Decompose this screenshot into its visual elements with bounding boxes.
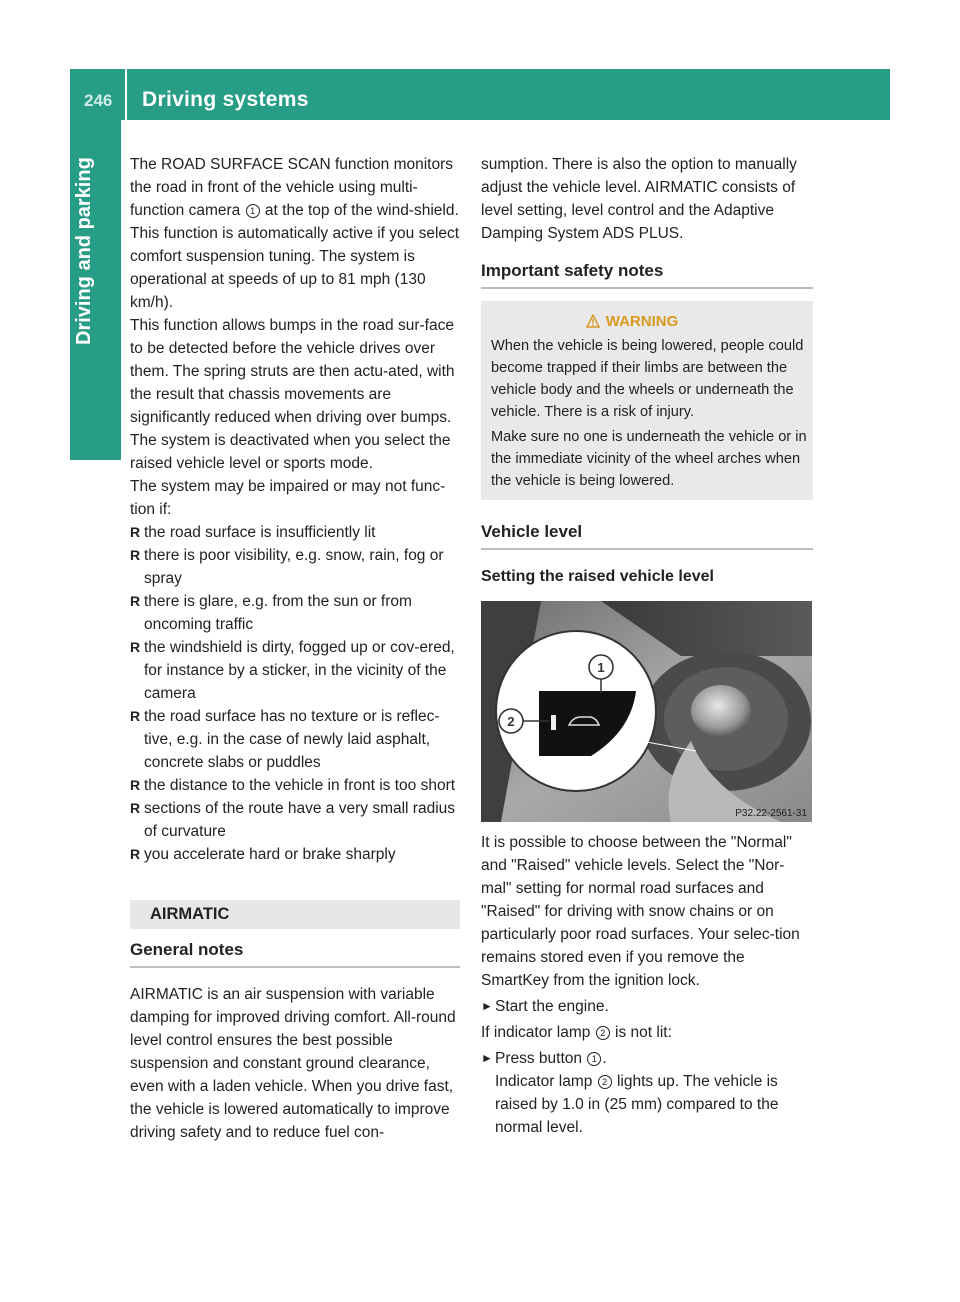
- header-divider: [125, 69, 127, 120]
- road-scan-text-end: at the top of the wind-shield. This function is automatically active if you select comfort suspension tuning. The system is operational at speeds of up to 81 mph (130 km/h).: [130, 202, 460, 311]
- callout-ref-2: 2: [596, 1026, 610, 1040]
- list-item-text: the road surface has no texture or is reflec-tive, e.g. in the case of newly laid asphalt, concrete slabs or puddles: [144, 708, 440, 771]
- general-notes-heading: General notes: [130, 938, 460, 968]
- bullet-icon: R: [130, 547, 141, 563]
- warning-label: WARNING: [605, 313, 679, 330]
- bullet-icon: R: [130, 708, 141, 724]
- bullet-icon: R: [130, 593, 141, 609]
- side-tab: Driving and parking: [70, 120, 121, 460]
- road-scan-text: The ROAD SURFACE SCAN function monitors the road in front of the vehicle using multi-function camera: [130, 156, 454, 219]
- impaired-paragraph: The system may be impaired or may not func-tion if:: [130, 478, 446, 518]
- step-start-engine: [481, 995, 813, 1018]
- condition-text: If indicator lamp: [481, 1024, 591, 1041]
- step-press-button: [481, 1047, 813, 1139]
- vehicle-level-heading: Vehicle level: [481, 520, 813, 550]
- step-arrow-icon: ►: [481, 1051, 493, 1065]
- impairment-list: [130, 521, 460, 866]
- list-item: [130, 797, 460, 843]
- list-item: [130, 843, 460, 866]
- controller-illustration: [481, 601, 812, 822]
- result-text-end: lights up. The vehicle is raised by 1.0 in (25 mm) compared to the normal level.: [495, 1073, 779, 1136]
- warning-box: [481, 301, 813, 500]
- airmatic-continued-paragraph: sumption. There is also the option to manually adjust the vehicle level. AIRMATIC consists of level setting, level control and the Adaptive Damping System ADS PLUS.: [481, 156, 797, 242]
- page-header: [70, 69, 890, 120]
- bullet-icon: R: [130, 524, 141, 540]
- list-item: [130, 705, 460, 774]
- warning-text-1: When the vehicle is being lowered, people could become trapped if their limbs are between the vehicle body and the wheels or underneath the vehicle. There is a risk of injury.: [491, 338, 804, 420]
- airmatic-paragraph: AIRMATIC is an air suspension with variable damping for improved driving comfort. All-round level control ensures the best possible suspension and constant ground clearance, even with a laden vehicle. When you drive fast, the vehicle is lowered automatically to improve driving safety and to reduce fuel con-: [130, 986, 456, 1141]
- step-text: Press button: [495, 1050, 583, 1067]
- list-item-text: sections of the route have a very small radius of curvature: [144, 800, 456, 840]
- warning-triangle-icon: [586, 314, 600, 328]
- bullet-icon: R: [130, 639, 141, 655]
- list-item: [130, 521, 460, 544]
- photo-code: P32.22-2561-31: [735, 808, 807, 819]
- condition-text-end: is not lit:: [615, 1024, 672, 1041]
- left-column: [130, 153, 460, 1144]
- right-column: [481, 153, 813, 1139]
- bullet-icon: R: [130, 846, 141, 862]
- warning-text-2: Make sure no one is underneath the vehicle or in the immediate vicinity of the wheel arches when the vehicle is being lowered.: [491, 429, 807, 489]
- bullet-icon: R: [130, 800, 141, 816]
- warning-title: [491, 311, 813, 333]
- callout-ref-1: 1: [587, 1052, 601, 1066]
- list-item-text: there is glare, e.g. from the sun or from oncoming traffic: [144, 593, 412, 633]
- list-item-text: the distance to the vehicle in front is too short: [144, 777, 456, 794]
- airmatic-band: [130, 900, 460, 929]
- bumps-paragraph: This function allows bumps in the road sur-face to be detected before the vehicle drives over them. The spring struts are then actu-ated, with the result that chassis movements are significantly reduced when driving over bumps.: [130, 317, 455, 426]
- condition-paragraph: [481, 1021, 813, 1044]
- list-item: [130, 590, 460, 636]
- safety-notes-heading: Important safety notes: [481, 259, 813, 289]
- bullet-icon: R: [130, 777, 141, 793]
- result-text: Indicator lamp: [495, 1073, 593, 1090]
- step-arrow-icon: ►: [481, 999, 493, 1013]
- setting-raised-heading: Setting the raised vehicle level: [481, 568, 714, 585]
- list-item: [130, 774, 460, 797]
- list-item-text: you accelerate hard or brake sharply: [144, 846, 396, 863]
- step-text-end: .: [602, 1050, 607, 1067]
- list-item-text: the windshield is dirty, fogged up or cov-ered, for instance by a sticker, in the vicinity of the camera: [144, 639, 455, 702]
- photo-callout-1: 1: [597, 660, 605, 675]
- airmatic-heading: AIRMATIC: [150, 905, 230, 923]
- list-item-text: there is poor visibility, e.g. snow, rain, fog or spray: [144, 547, 444, 587]
- road-scan-paragraph: [130, 153, 460, 314]
- control-photo: [481, 601, 812, 822]
- page-number: 246: [84, 91, 113, 110]
- list-item: [130, 636, 460, 705]
- step-text: Start the engine.: [495, 998, 609, 1015]
- levels-paragraph: It is possible to choose between the "Normal" and "Raised" vehicle levels. Select the "Nor-mal" setting for normal road surfaces and "Raised" for driving with snow chains or on particularly poor road surfaces. Your selec-tion remains stored even if you remove the SmartKey from the ignition lock.: [481, 834, 800, 989]
- callout-ref-1: 1: [246, 204, 260, 218]
- list-item-text: the road surface is insufficiently lit: [144, 524, 376, 541]
- photo-callout-2: 2: [507, 714, 515, 729]
- deactivated-paragraph: The system is deactivated when you select the raised vehicle level or sports mode.: [130, 432, 451, 472]
- list-item: [130, 544, 460, 590]
- chapter-title: Driving systems: [142, 88, 309, 111]
- callout-ref-2: 2: [598, 1075, 612, 1089]
